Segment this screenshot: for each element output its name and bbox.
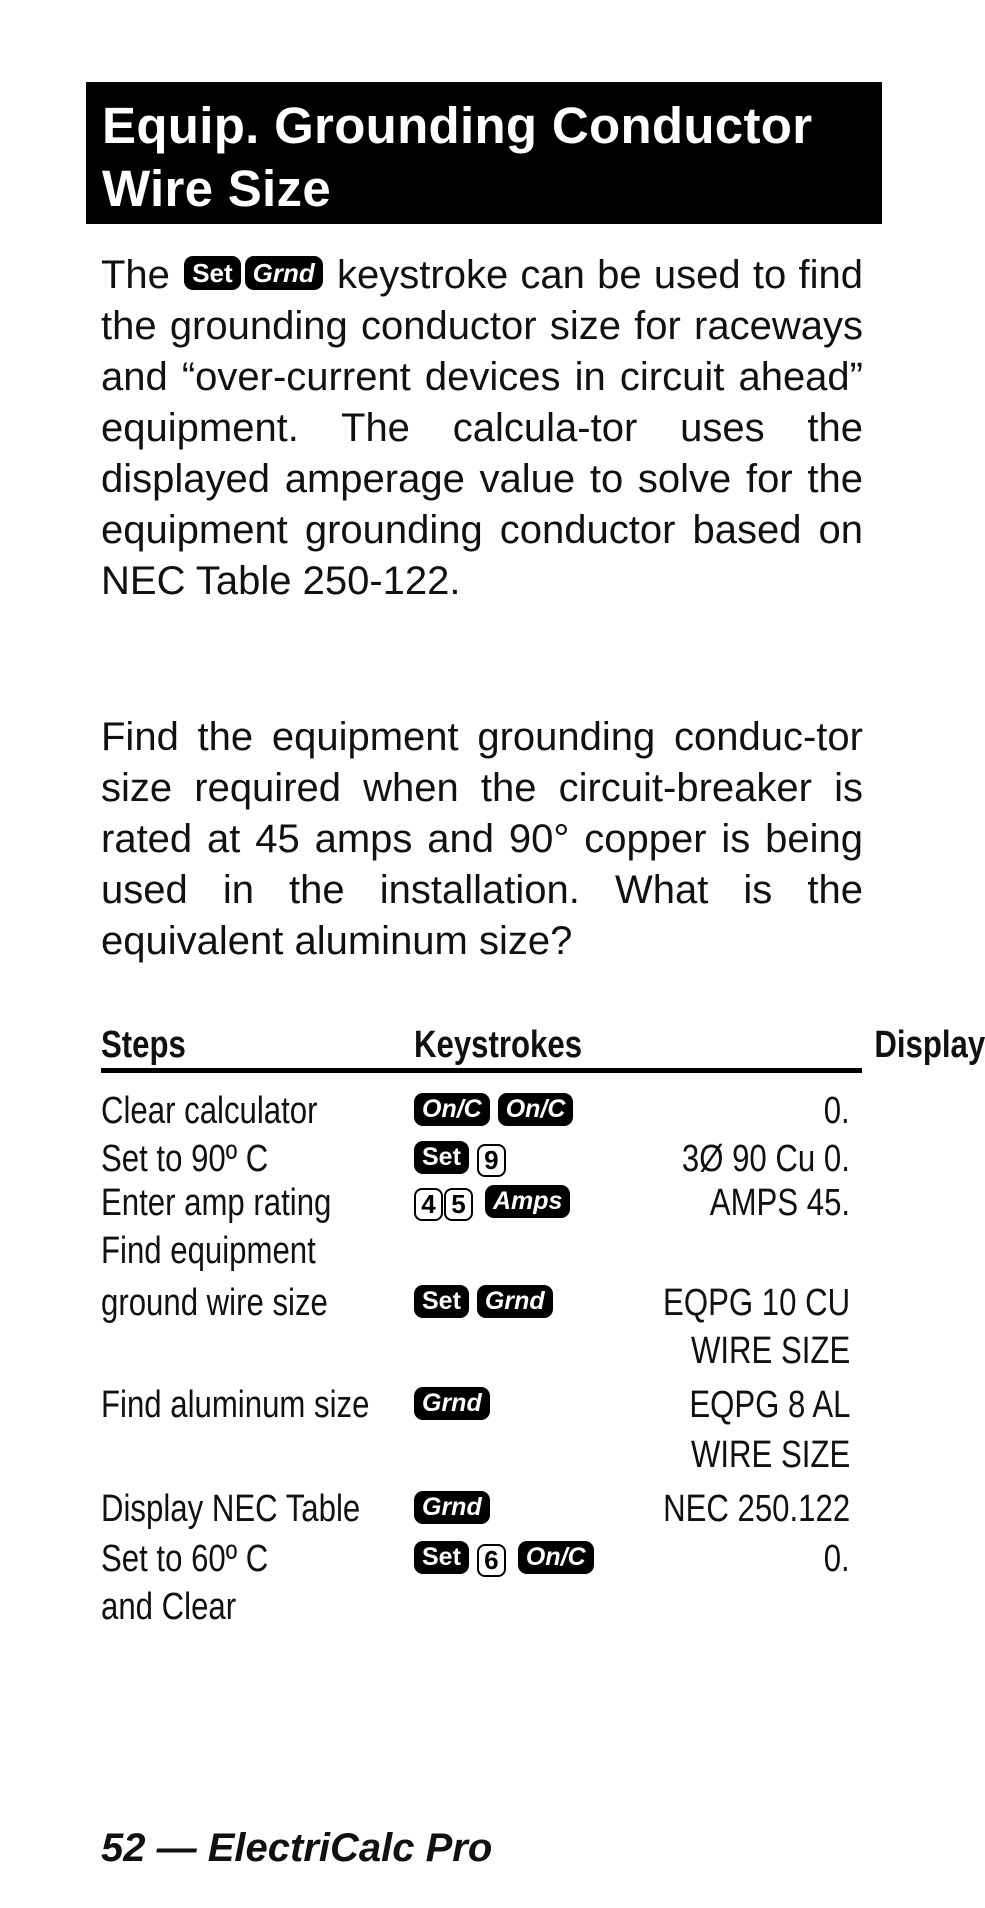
intro-text: keystroke can be used to find the grounding conductor size for raceways and “over-current devices in circuit ahead” equipment. The calcula-tor uses the displayed amperage value to solve for the equipment grounding conductor based on NEC Table 250-122.: [101, 253, 863, 603]
steps-table: [101, 1020, 985, 1628]
nine-key-icon: 9: [477, 1144, 506, 1177]
section-title-line-2: Wire Size: [102, 160, 331, 217]
problem-paragraph: Find the equipment grounding conduc-tor size required when the circuit-breaker is rated at 45 amps and 90° copper is being used in the installation. What is the equivalent aluminum size?: [101, 715, 863, 963]
step-label: Set to 60º C: [101, 1538, 269, 1580]
step-label: ground wire size: [101, 1282, 328, 1324]
keystrokes: [414, 1488, 498, 1531]
set-key-icon: Set: [414, 1141, 469, 1174]
step-label: Clear calculator: [101, 1090, 318, 1132]
set-key-icon: Set: [414, 1541, 469, 1574]
step-label: and Clear: [101, 1586, 237, 1628]
keystrokes: [414, 1384, 498, 1427]
set-key-icon: Set: [184, 256, 240, 290]
grnd-key-icon: Grnd: [414, 1387, 490, 1420]
display-value: WIRE SIZE: [690, 1434, 850, 1476]
keystrokes: [414, 1182, 578, 1225]
keystrokes: [414, 1282, 561, 1325]
keystrokes: [414, 1090, 581, 1133]
six-key-icon: 6: [477, 1544, 506, 1577]
intro-prefix: The: [101, 253, 170, 297]
five-key-icon: 5: [444, 1188, 473, 1221]
display-value: NEC 250.122: [662, 1488, 850, 1530]
step-label: Find equipment: [101, 1230, 316, 1272]
grnd-key-icon: Grnd: [477, 1285, 553, 1318]
keystrokes: [414, 1138, 507, 1181]
step-label: Display NEC Table: [101, 1488, 361, 1530]
section-title-bar: [86, 82, 882, 224]
amps-key-icon: Amps: [485, 1185, 570, 1218]
on-c-key-icon: On/C: [518, 1541, 594, 1574]
display-value: EQPG 8 AL: [688, 1384, 850, 1426]
set-key-icon: Set: [414, 1285, 469, 1318]
on-c-key-icon: On/C: [414, 1093, 490, 1126]
step-label: Enter amp rating: [101, 1182, 332, 1224]
section-title-line-1: Equip. Grounding Conductor: [102, 97, 813, 154]
display-value: 3Ø 90 Cu 0.: [681, 1138, 850, 1180]
step-label: Find aluminum size: [101, 1384, 370, 1426]
display-value: 0.: [824, 1538, 850, 1580]
page-footer: 52 — ElectriCalc Pro: [101, 1826, 493, 1870]
on-c-key-icon: On/C: [498, 1093, 574, 1126]
display-value: WIRE SIZE: [690, 1330, 850, 1372]
display-value: AMPS 45.: [709, 1182, 850, 1224]
four-key-icon: 4: [414, 1188, 443, 1221]
display-value: 0.: [824, 1090, 850, 1132]
grnd-key-icon: Grnd: [414, 1491, 490, 1524]
steps-table-header: Steps Keystrokes Display: [101, 1020, 862, 1073]
intro-paragraph: [101, 250, 863, 607]
grnd-key-icon: Grnd: [245, 256, 323, 290]
display-value: EQPG 10 CU: [662, 1282, 850, 1324]
keystrokes: [414, 1538, 602, 1581]
step-label: Set to 90º C: [101, 1138, 269, 1180]
